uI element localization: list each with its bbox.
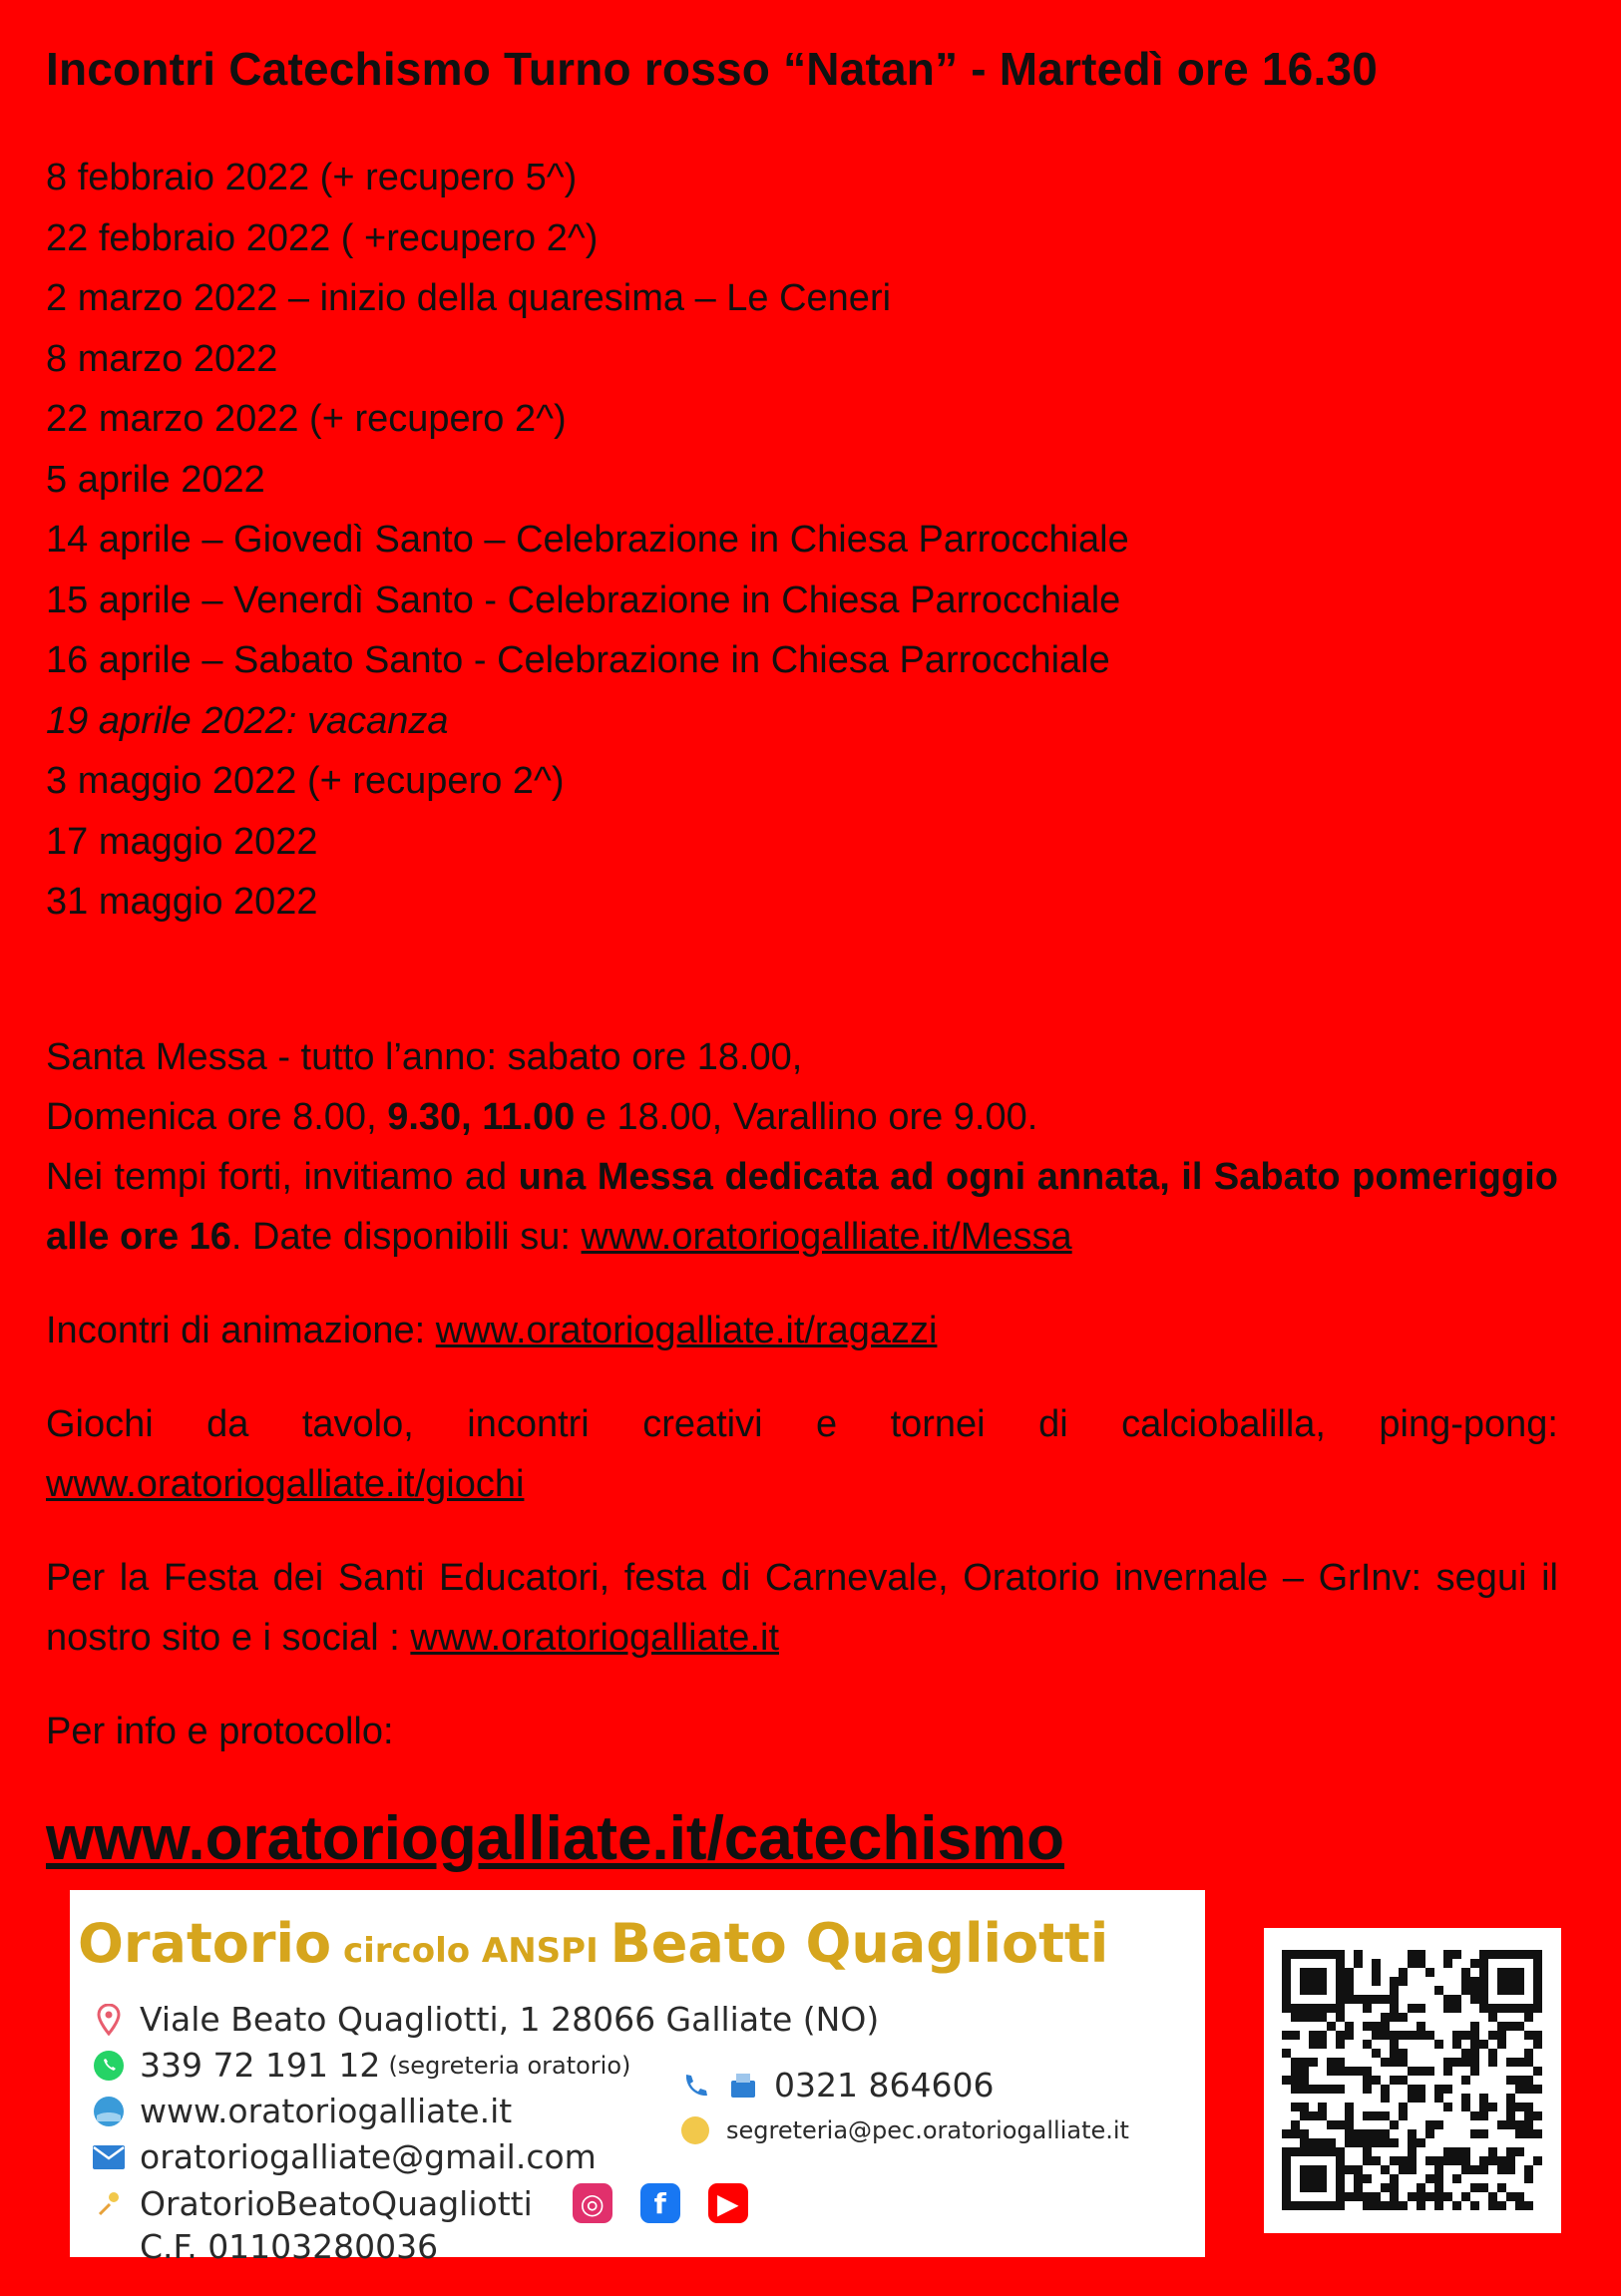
- info-label: Per info e protocollo:: [46, 1711, 394, 1752]
- giochi-text: Giochi da tavolo, incontri creativi e tornei di calciobalilla, ping-pong:: [46, 1403, 1558, 1445]
- instagram-icon[interactable]: ◎: [573, 2183, 612, 2223]
- address-text: Viale Beato Quagliotti, 1 28066 Galliate (NO): [140, 2000, 880, 2039]
- site-link[interactable]: www.oratoriogalliate.it: [410, 1617, 779, 1659]
- mass-text: Domenica ore 8.00,: [46, 1096, 388, 1138]
- landline-text: 0321 864606: [774, 2066, 995, 2105]
- facebook-icon[interactable]: f: [640, 2183, 680, 2223]
- social-icons: [573, 2183, 748, 2223]
- ragazzi-link[interactable]: www.oratoriogalliate.it/ragazzi: [435, 1310, 938, 1351]
- mass-bold-text: una Messa dedicata ad ogni annata, il Sabato pomeriggio alle ore 16: [46, 1156, 1558, 1258]
- page-title: Incontri Catechismo Turno rosso “Natan” - Martedì ore 16.30: [46, 43, 1378, 95]
- email-text[interactable]: oratoriogalliate@gmail.com: [140, 2137, 597, 2176]
- mass-bold-times: 9.30, 11.00: [387, 1096, 576, 1138]
- animazione-text: Incontri di animazione:: [46, 1310, 436, 1351]
- website-row: [92, 2092, 512, 2130]
- messa-link[interactable]: www.oratoriogalliate.it/Messa: [581, 1216, 1072, 1258]
- email-row: [92, 2137, 597, 2176]
- fax-icon: [726, 2069, 760, 2103]
- social-row: [92, 2183, 748, 2223]
- phone-row: [92, 2046, 630, 2085]
- card-brand: [78, 1912, 1108, 1975]
- landline-row: [678, 2066, 994, 2105]
- spark-icon: [92, 2186, 126, 2220]
- address-row: [92, 2000, 879, 2039]
- date-item: 17 maggio 2022: [46, 820, 318, 863]
- date-item: 8 marzo 2022: [46, 337, 278, 380]
- date-item: 22 marzo 2022 (+ recupero 2^): [46, 398, 567, 440]
- date-item: 3 maggio 2022 (+ recupero 2^): [46, 760, 565, 802]
- giochi-paragraph: [46, 1394, 1558, 1514]
- mass-text: . Date disponibili su:: [230, 1216, 582, 1258]
- pec-icon: [678, 2113, 712, 2147]
- brand-oratorio: Oratorio: [78, 1912, 332, 1975]
- qr-code: [1264, 1928, 1561, 2233]
- pec-text[interactable]: segreteria@pec.oratoriogalliate.it: [726, 2116, 1129, 2144]
- cf-text: C.F. 01103280036: [140, 2227, 439, 2266]
- social-name-text: OratorioBeatoQuagliotti: [140, 2183, 533, 2223]
- mail-icon: [92, 2140, 126, 2174]
- date-item: 15 aprile – Venerdì Santo - Celebrazione in Chiesa Parrocchiale: [46, 578, 1121, 621]
- youtube-icon[interactable]: ▶: [708, 2183, 748, 2223]
- mass-line-1: Santa Messa - tutto l’anno: sabato ore 18.00,: [46, 1036, 803, 1078]
- contact-card: [70, 1890, 1205, 2266]
- info-section: [46, 1027, 1558, 1761]
- phone-icon: [678, 2069, 712, 2103]
- cf-row: [140, 2227, 438, 2266]
- phone-text: 339 72 191 12: [140, 2046, 381, 2085]
- brand-circolo: circolo ANSPI: [331, 1931, 610, 1971]
- festa-text: Per la Festa dei Santi Educatori, festa di Carnevale, Oratorio invernale – GrInv: segui il nostro sito e i social :: [46, 1557, 1558, 1659]
- website-text[interactable]: www.oratoriogalliate.it: [140, 2092, 513, 2130]
- animazione-paragraph: [46, 1301, 1558, 1360]
- festa-paragraph: [46, 1548, 1558, 1668]
- giochi-link[interactable]: www.oratoriogalliate.it/giochi: [46, 1463, 525, 1505]
- mass-text: Nei tempi forti, invitiamo ad: [46, 1156, 519, 1198]
- catechismo-link[interactable]: www.oratoriogalliate.it/catechismo: [46, 1804, 1064, 1873]
- location-pin-icon: [92, 2003, 126, 2037]
- whatsapp-icon: [92, 2049, 126, 2083]
- mass-paragraph: [46, 1147, 1558, 1267]
- mass-text: e 18.00, Varallino ore 9.00.: [575, 1096, 1038, 1138]
- date-item: 5 aprile 2022: [46, 458, 265, 501]
- mass-line-2: [46, 1087, 1558, 1147]
- date-item: 2 marzo 2022 – inizio della quaresima – Le Ceneri: [46, 277, 892, 319]
- brand-beato: Beato Quagliotti: [609, 1912, 1109, 1975]
- date-item: 14 aprile – Giovedì Santo – Celebrazione in Chiesa Parrocchiale: [46, 519, 1129, 561]
- phone-note: (segreteria oratorio): [388, 2051, 631, 2080]
- web-icon: [92, 2095, 126, 2128]
- date-item-holiday: 19 aprile 2022: vacanza: [46, 699, 449, 742]
- pec-row: [678, 2113, 1129, 2147]
- qr-code-graphic: [1264, 1928, 1561, 2233]
- date-item: 22 febbraio 2022 ( +recupero 2^): [46, 216, 599, 259]
- date-list: [46, 148, 1129, 933]
- date-item: 16 aprile – Sabato Santo - Celebrazione in Chiesa Parrocchiale: [46, 639, 1110, 681]
- date-item: 8 febbraio 2022 (+ recupero 5^): [46, 157, 578, 198]
- date-item: 31 maggio 2022: [46, 881, 318, 923]
